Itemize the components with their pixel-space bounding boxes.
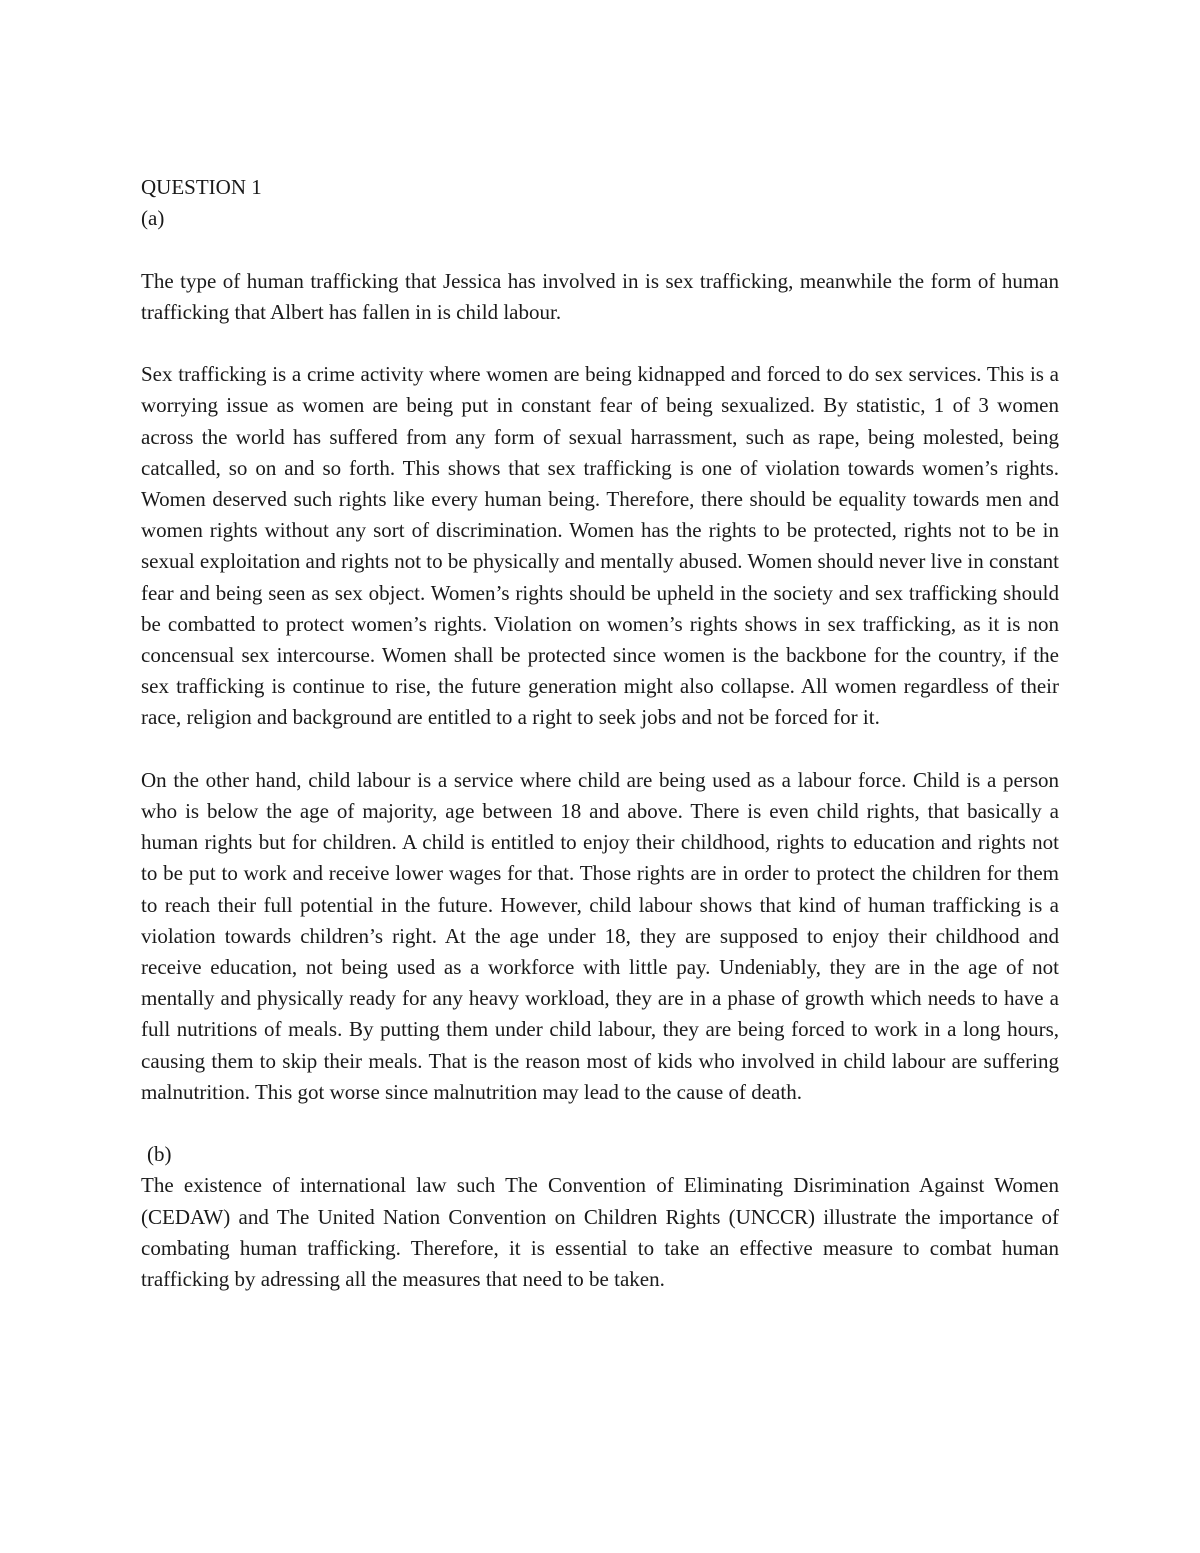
spacer [141, 1108, 1059, 1139]
part-b-label: (b) [147, 1142, 172, 1167]
spacer [141, 234, 1059, 265]
spacer [141, 734, 1059, 765]
part-a-paragraph-intro: The type of human trafficking that Jessica has involved in is sex trafficking, meanwhile the form of human trafficking that Albert has fallen in is child labour. [141, 268, 1059, 324]
part-a-paragraph-child-labour: On the other hand, child labour is a service where child are being used as a labour force. Child is a person who is below the age of majority, age between 18 and above. There is even child rights, that basically a human rights but for children. A child is entitled to enjoy their childhood, rights to education and rights not to be put to work and receive lower wages for that. Those rights are in order to protect the children for them to reach their full potential in the future. However, child labour shows that kind of human trafficking is a violation towards children’s right. At the age under 18, they are supposed to enjoy their childhood and receive education, not being used as a workforce with little pay. Undeniably, they are in the age of not mentally and physically ready for any heavy workload, they are in a phase of growth which needs to have a full nutritions of meals. By putting them under child labour, they are being forced to work in a long hours, causing them to skip their meals. That is the reason most of kids who involved in child labour are suffering malnutrition. This got worse since malnutrition may lead to the cause of death. [141, 767, 1059, 1104]
question-heading: QUESTION 1 [141, 175, 262, 199]
part-b-paragraph: The existence of international law such The Convention of Eliminating Disrimination Against Women (CEDAW) and The United Nation Convention on Children Rights (UNCCR) illustrate the importance of combating human trafficking. Therefore, it is essential to take an effective measure to combat human trafficking by adressing all the measures that need to be taken. [141, 1173, 1059, 1292]
part-a-label: (a) [141, 206, 165, 231]
spacer [141, 328, 1059, 359]
document-body [141, 172, 1059, 1295]
part-a-paragraph-sex-trafficking: Sex trafficking is a crime activity where women are being kidnapped and forced to do sex services. This is a worrying issue as women are being put in constant fear of being sexualized. By statistic, 1 of 3 women across the world has suffered from any form of sexual harrassment, such as rape, being molested, being catcalled, so on and so forth. This shows that sex trafficking is one of violation towards women’s rights. Women deserved such rights like every human being. Therefore, there should be equality towards men and women rights without any sort of discrimination. Women has the rights to be protected, rights not to be in sexual exploitation and rights not to be physically and mentally abused. Women should never live in constant fear and being seen as sex object. Women’s rights should be upheld in the society and sex trafficking should be combatted to protect women’s rights. Violation on women’s rights shows in sex trafficking, as it is non concensual sex intercourse. Women shall be protected since women is the backbone for the country, if the sex trafficking is continue to rise, the future generation might also collapse. All women regardless of their race, religion and background are entitled to a right to seek jobs and not be forced for it. [141, 362, 1059, 730]
